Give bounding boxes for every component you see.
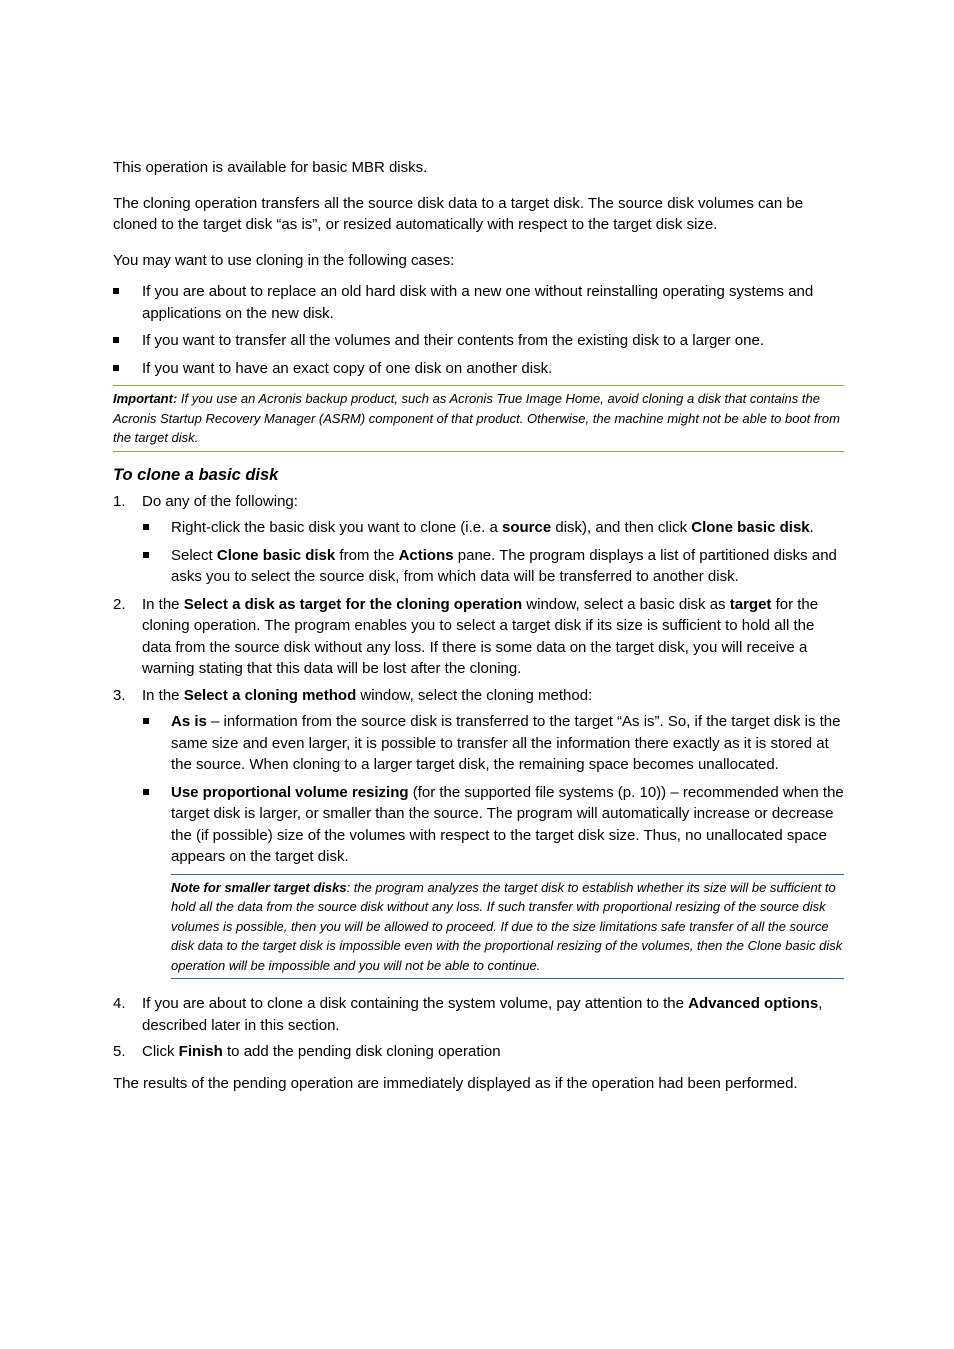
step-2: 2. In the Select a disk as target for the cloning operation window, select a basic disk as target for the cloning operation. The program enables you to select a target disk if its size is sufficient to hold all the data from the source disk without any loss. If there is some data on the target disk, you will receive a warning stating that this data will be lost after the cloning. xyxy=(113,595,819,677)
step-3-option-proportional: Use proportional volume resizing (for the supported file systems (p. 10)) – recommended when the target disk is larger, or smaller than the source. The program will automatically increase or decrease the (if possible) size of the volumes with respect to the target disk size. Thus, no unallocated space appears on the target disk. xyxy=(113,782,844,868)
intro-paragraph-3: You may want to use cloning in the following cases: xyxy=(113,251,455,269)
intro-paragraph-1: This operation is available for basic MBR disks. xyxy=(113,159,428,176)
bullet-icon xyxy=(113,337,119,343)
procedure-title: To clone a basic disk xyxy=(113,465,279,484)
document-page xyxy=(113,157,844,1108)
smaller-disks-note xyxy=(171,874,844,980)
step-4: 4. If you are about to clone a disk containing the system volume, pay attention to the Advanced options, described later in this section. xyxy=(113,995,823,1034)
list-item: If you want to transfer all the volumes and their contents from the existing disk to a larger one. xyxy=(113,330,844,352)
step-1: 1. Do any of the following: xyxy=(113,492,298,510)
step-5: 5. Click Finish to add the pending disk cloning operation xyxy=(113,1043,501,1060)
note-text: : the program analyzes the target disk to establish whether its size will be sufficient to hold all the data from the source disk without any loss. If such transfer with proportional resizing of the source disk volumes is possible, then you will be allowed to proceed. If due to the size limitations safe transfer of all the source disk data to the target disk is impossible even with the proportional resizing of the volumes, then the Clone basic disk operation will be impossible and you will not be able to continue. xyxy=(171,879,843,973)
bullet-icon xyxy=(143,552,149,558)
bullet-icon xyxy=(143,718,149,724)
bullet-icon xyxy=(113,288,119,294)
step-1-option-1: Right-click the basic disk you want to clone (i.e. a source disk), and then click Clone basic disk. xyxy=(113,517,844,539)
step-1-option-2: Select Clone basic disk from the Actions pane. The program displays a list of partitioned disks and asks you to select the source disk, from which data will be transferred to another disk. xyxy=(113,545,844,588)
bullet-icon xyxy=(143,789,149,795)
list-item: If you want to have an exact copy of one disk on another disk. xyxy=(113,358,844,380)
important-text: If you use an Acronis backup product, such as Acronis True Image Home, avoid cloning a disk that contains the Acronis Startup Recovery Manager (ASRM) component of that product. Otherwise, the machine might not be able to boot from the target disk. xyxy=(113,391,840,445)
closing-paragraph: The results of the pending operation are immediately displayed as if the operation had been performed. xyxy=(113,1074,798,1092)
bullet-icon xyxy=(143,524,149,530)
use-cases-list xyxy=(113,281,844,379)
important-label: Important: xyxy=(113,391,178,406)
bullet-icon xyxy=(113,365,119,371)
note-label: Note for smaller target disks xyxy=(171,879,347,895)
intro-paragraph-2: The cloning operation transfers all the source disk data to a target disk. The source disk volumes can be cloned to the target disk “as is”, or resized automatically with respect to the target disk size. xyxy=(113,194,804,233)
step-3: 3. In the Select a cloning method window, select the cloning method: xyxy=(113,686,593,704)
list-item: If you are about to replace an old hard disk with a new one without reinstalling operating systems and applications on the new disk. xyxy=(113,281,844,324)
important-note xyxy=(113,385,844,452)
step-3-option-as-is: As is – information from the source disk is transferred to the target “As is”. So, if the target disk is the same size and even larger, it is possible to transfer all the information there exactly as it is stored at the source. When cloning to a larger target disk, the remaining space becomes unallocated. xyxy=(113,711,844,776)
